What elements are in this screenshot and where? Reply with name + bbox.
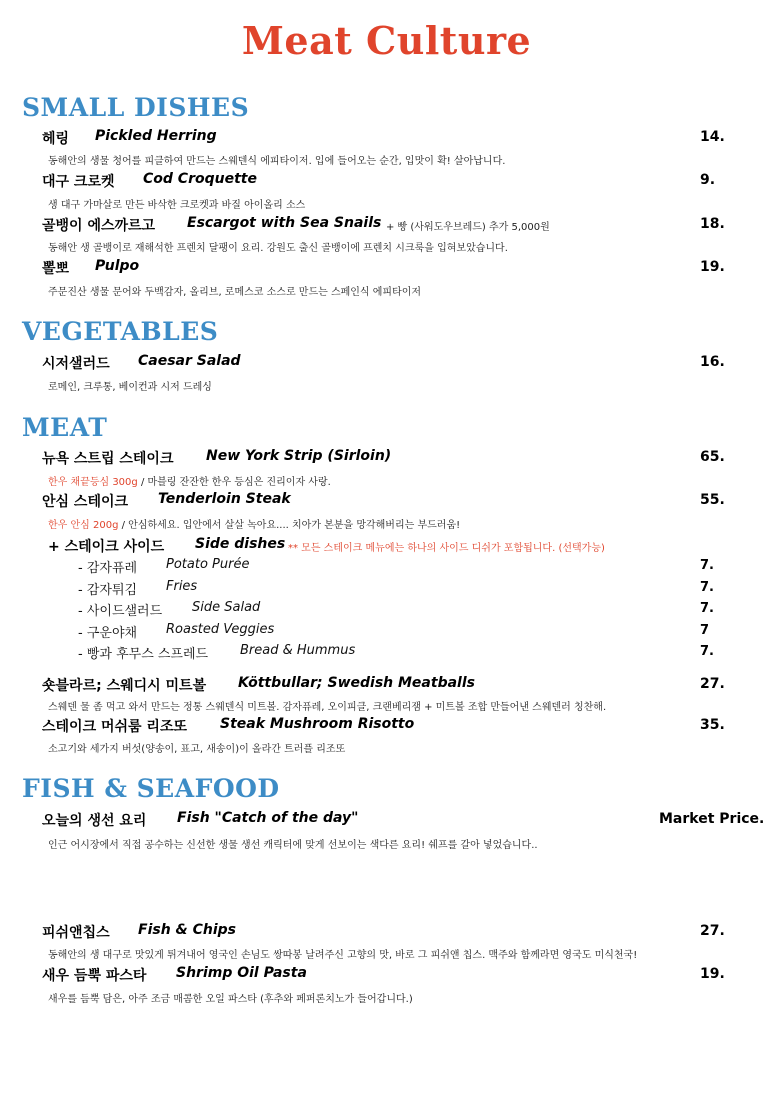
- sides-note: ** 모든 스테이크 메뉴에는 하나의 사이드 디쉬가 포함됩니다. (선택가능): [288, 543, 605, 554]
- item-meatballs-desc: 스웨덴 물 좀 먹고 와서 만드는 정통 스웨덴식 미트볼. 감자퓨레, 오이피클, 크랜베리잼 + 미트볼 조합 만들어낸 스웨덴러 칭찬해.: [48, 702, 607, 713]
- item-fishchips-en: Fish & Chips: [138, 922, 237, 938]
- section-meat: MEAT: [22, 413, 108, 442]
- item-strip-ko: 뉴욕 스트립 스테이크: [42, 451, 174, 467]
- side-item-veggies-price: 7: [700, 623, 710, 638]
- menu-title: Meat Culture: [241, 18, 532, 63]
- item-risotto-ko: 스테이크 머쉬룸 리조또: [42, 719, 187, 735]
- item-catch-desc: 인근 어시장에서 직접 공수하는 신선한 생물 생선 캐릭터에 맞게 선보이는 색다른 요리! 쉐프를 갈아 넣었습니다..: [48, 840, 538, 851]
- side-item-fries-ko: - 감자튀김: [78, 583, 138, 598]
- item-strip-price: 65.: [700, 449, 725, 465]
- item-strip-desc: [48, 473, 331, 488]
- item-tenderloin-price: 55.: [700, 492, 725, 508]
- side-item-bread-price: 7.: [700, 644, 714, 659]
- item-cod-price: 9.: [700, 172, 716, 188]
- item-shrimp-ko: 새우 듬뿍 파스타: [42, 968, 147, 984]
- item-herring-ko: 헤링: [42, 131, 70, 147]
- item-cod-en: Cod Croquette: [143, 171, 257, 187]
- side-item-veggies-en: Roasted Veggies: [166, 622, 275, 637]
- item-tenderloin-cut: 한우 안심 200g: [48, 520, 119, 531]
- side-item-potato-en: Potato Purée: [166, 557, 250, 572]
- item-meatballs-en: Köttbullar; Swedish Meatballs: [238, 675, 475, 691]
- item-cod-ko: 대구 크로켓: [42, 174, 115, 190]
- item-fishchips-price: 27.: [700, 923, 725, 939]
- side-item-salad-ko: - 사이드샐러드: [78, 604, 163, 619]
- item-risotto-price: 35.: [700, 717, 725, 733]
- item-escargot-extra: + 빵 (사워도우브레드) 추가 5,000원: [386, 222, 550, 233]
- side-item-fries-en: Fries: [166, 579, 198, 594]
- item-caesar-price: 16.: [700, 354, 725, 370]
- item-escargot-ko: 골뱅이 에스까르고: [42, 218, 156, 234]
- item-fishchips-desc: 동해안의 생 대구로 맛있게 튀겨내어 영국인 손님도 쌍따봉 날려주신 고향의 맛, 바로 그 피쉬앤 칩스. 맥주와 함께라면 영국도 미식천국!: [48, 950, 638, 961]
- item-pulpo-en: Pulpo: [95, 258, 140, 274]
- item-tenderloin-desc-text: / 안심하세요. 입안에서 살살 녹아요.... 치아가 본분을 망각해버리는 부드러움!: [118, 520, 461, 531]
- sides-en: Side dishes: [195, 536, 286, 552]
- item-shrimp-price: 19.: [700, 966, 725, 982]
- item-herring-price: 14.: [700, 129, 725, 145]
- item-risotto-en: Steak Mushroom Risotto: [220, 716, 415, 732]
- item-risotto-desc: 소고기와 세가지 버섯(양송이, 표고, 새송이)이 올라간 트러플 리조또: [48, 744, 346, 755]
- item-pulpo-desc: 주문진산 생물 문어와 두백감자, 올리브, 로메스코 소스로 만드는 스페인식 에피타이저: [48, 287, 422, 298]
- item-cod-desc: 생 대구 가마살로 만든 바삭한 크로켓과 바질 아이올리 소스: [48, 200, 306, 211]
- item-escargot-en: Escargot with Sea Snails: [187, 215, 382, 231]
- section-small-dishes: SMALL DISHES: [22, 93, 250, 122]
- item-catch-en: Fish "Catch of the day": [177, 810, 359, 826]
- item-escargot-price: 18.: [700, 216, 725, 232]
- side-item-veggies-ko: - 구운야채: [78, 626, 138, 641]
- side-item-salad-en: Side Salad: [192, 600, 261, 615]
- item-strip-cut: 한우 채끝등심 300g: [48, 477, 138, 488]
- item-meatballs-price: 27.: [700, 676, 725, 692]
- section-vegetables: VEGETABLES: [22, 317, 219, 346]
- item-fishchips-ko: 피쉬앤칩스: [42, 925, 110, 941]
- item-catch-ko: 오늘의 생선 요리: [42, 813, 147, 829]
- item-catch-price: Market Price.: [659, 811, 765, 827]
- item-shrimp-en: Shrimp Oil Pasta: [176, 965, 307, 981]
- item-pulpo-ko: 뽈뽀: [42, 261, 70, 277]
- item-strip-en: New York Strip (Sirloin): [206, 448, 392, 464]
- item-caesar-desc: 로메인, 크루통, 베이컨과 시저 드레싱: [48, 382, 212, 393]
- item-escargot-desc: 동해안 생 골뱅이로 재해석한 프렌치 달팽이 요리. 강원도 출신 골뱅이에 프렌치 시크룩을 입혀보았습니다.: [48, 243, 508, 254]
- side-item-bread-en: Bread & Hummus: [240, 643, 356, 658]
- item-pulpo-price: 19.: [700, 259, 725, 275]
- item-shrimp-desc: 새우를 듬뿍 담은, 아주 조금 매콤한 오일 파스타 (후추와 페퍼론치노가 들어갑니다.): [48, 994, 413, 1005]
- item-caesar-en: Caesar Salad: [138, 353, 241, 369]
- section-fish-seafood: FISH & SEAFOOD: [22, 774, 280, 803]
- sides-ko: + 스테이크 사이드: [48, 539, 165, 555]
- item-herring-en: Pickled Herring: [95, 128, 217, 144]
- item-strip-desc-text: / 마블링 잔잔한 한우 등심은 진리이자 사랑.: [137, 477, 331, 488]
- item-tenderloin-desc: [48, 516, 460, 531]
- item-tenderloin-en: Tenderloin Steak: [158, 491, 291, 507]
- side-item-fries-price: 7.: [700, 580, 714, 595]
- side-item-salad-price: 7.: [700, 601, 714, 616]
- side-item-potato-ko: - 감자퓨레: [78, 561, 138, 576]
- item-herring-desc: 동해안의 생물 청어를 피클하여 만드는 스웨덴식 에피타이저. 입에 들어오는 순간, 입맛이 확! 살아납니다.: [48, 156, 506, 167]
- side-item-bread-ko: - 빵과 후무스 스프레드: [78, 647, 209, 662]
- item-meatballs-ko: 숏블라르; 스웨디시 미트볼: [42, 678, 207, 694]
- item-caesar-ko: 시저샐러드: [42, 356, 110, 372]
- item-tenderloin-ko: 안심 스테이크: [42, 494, 129, 510]
- side-item-potato-price: 7.: [700, 558, 714, 573]
